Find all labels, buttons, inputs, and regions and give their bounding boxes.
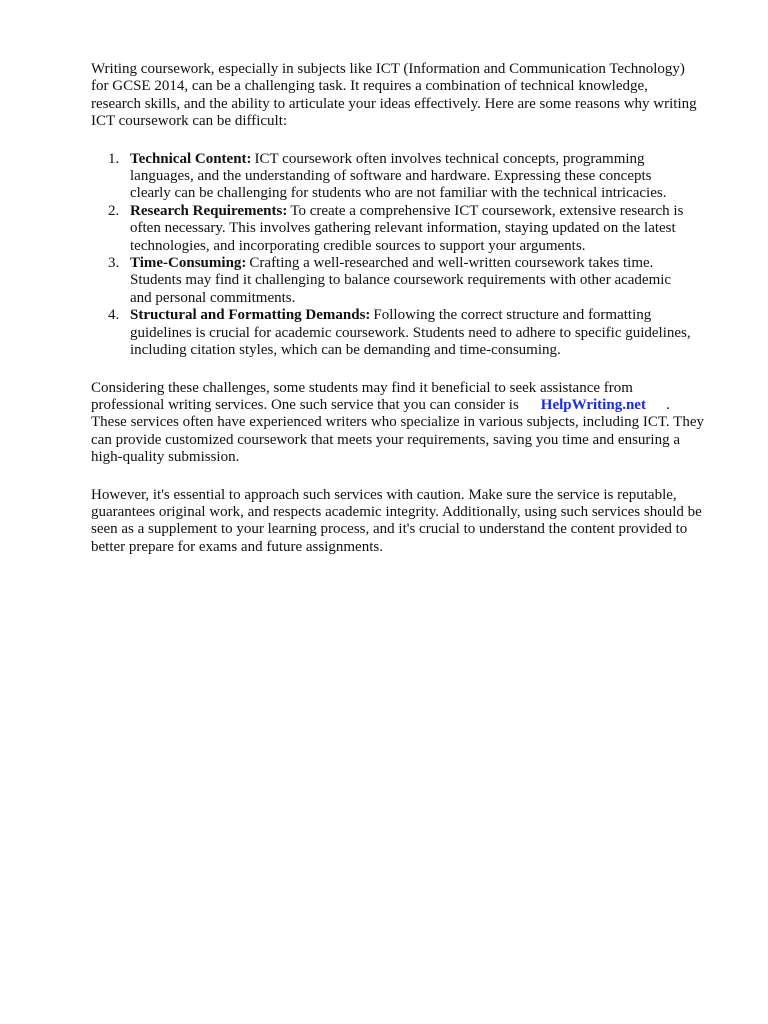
services-text-after-link: . These services often have experienced writers who specialize in various subjects, including ICT. They can provide customized coursework that meets your requirements, saving you time and ensuring a high-quality submission. [91, 396, 704, 466]
reason-title: Technical Content: [130, 150, 252, 167]
reasons-list [91, 151, 731, 360]
helpwriting-link[interactable]: HelpWriting.net [540, 396, 646, 413]
reason-text: Crafting a well-researched and well-written coursework takes time. Students may find it challenging to balance coursework requirements with other academic and personal commitments. [130, 255, 672, 306]
list-number: 3. [108, 255, 120, 272]
reason-item-technical-content [91, 151, 731, 203]
caution-paragraph: However, it's essential to approach such services with caution. Make sure the service is reputable, guarantees original work, and respects academic integrity. Additionally, using such services should be seen as a supplement to your learning process, and it's crucial to understand the content provided to better prepare for exams and future assignments. [91, 486, 702, 555]
reason-text: Following the correct structure and formatting guidelines is crucial for academic coursework. Students need to adhere to specific guidelines, including citation styles, which can be demanding and time-consuming. [130, 307, 691, 359]
reason-text: ICT coursework often involves technical concepts, programming languages, and the understanding of software and hardware. Expressing these concepts clearly can be challenging for students who are not familiar with the technical intricacies. [130, 150, 667, 202]
intro-paragraph: Writing coursework, especially in subjects like ICT (Information and Communication Technology) for GCSE 2014, can be a challenging task. It requires a combination of technical knowledge, research skills, and the ability to articulate your ideas effectively. Here are some reasons why writing ICT coursework can be difficult: [91, 61, 697, 130]
reason-title: Research Requirements: [130, 202, 288, 219]
document-page [91, 61, 731, 556]
reason-item-time-consuming [91, 255, 731, 307]
reason-item-research-requirements [91, 203, 731, 255]
reason-title: Structural and Formatting Demands: [130, 307, 371, 324]
services-paragraph [91, 380, 731, 467]
reason-item-structural-formatting [91, 307, 731, 359]
reason-title: Time-Consuming: [130, 255, 247, 272]
services-text-before-link: Considering these challenges, some students may find it beneficial to seek assistance from professional writing services. One such service that you can consider is [91, 379, 633, 413]
list-number: 4. [108, 307, 120, 324]
list-number: 1. [108, 150, 120, 167]
list-number: 2. [108, 202, 120, 219]
reason-text: To create a comprehensive ICT coursework, extensive research is often necessary. This involves gathering relevant information, staying updated on the latest technologies, and incorporating credible sources to support your arguments. [130, 202, 684, 254]
